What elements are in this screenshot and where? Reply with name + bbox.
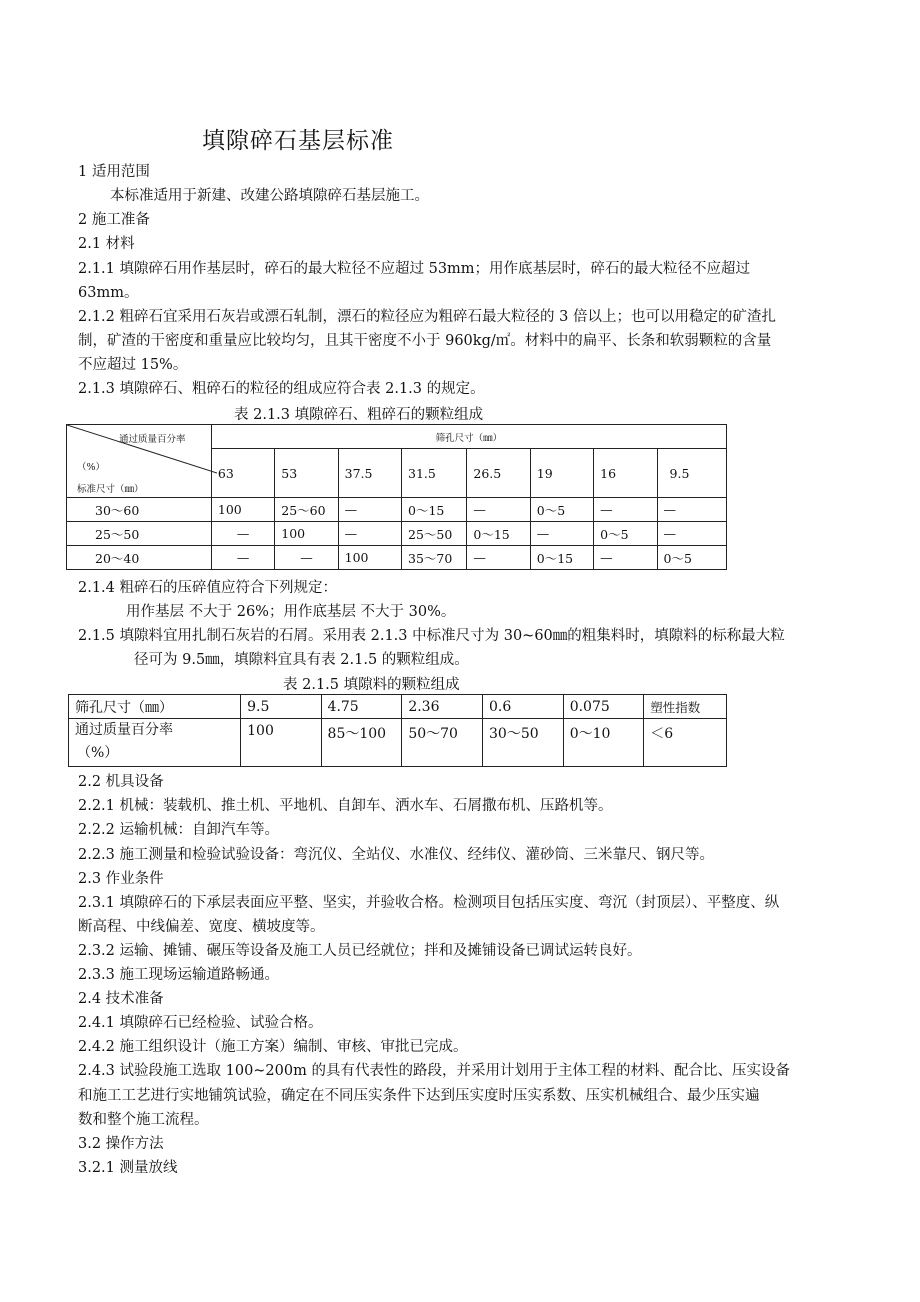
table-cell: 50～70 — [402, 719, 483, 767]
para-2-3-1-line2: 断高程、中线偏差、宽度、横坡度等。 — [78, 919, 325, 935]
para-2-3-2: 2.3.2 运输、摊铺、碾压等设备及施工人员已经就位；拌和及摊铺设备已调试运转良好。 — [78, 943, 642, 959]
table-cell: 0～15 — [467, 522, 530, 546]
section-3-2-heading: 3.2 操作方法 — [78, 1136, 164, 1152]
size-col-header: 4.75 — [321, 695, 402, 719]
size-col-header: 0.075 — [563, 695, 644, 719]
para-2-2-2: 2.2.2 运输机械：自卸汽车等。 — [78, 822, 280, 838]
corner-top-label: 通过质量百分率 — [119, 434, 186, 445]
para-2-4-3-line3: 数和整个施工流程。 — [78, 1112, 209, 1128]
table-row — [67, 522, 727, 546]
size-col-header: 9.5 — [657, 449, 726, 498]
para-2-1-3: 2.1.3 填隙碎石、粗碎石的粒径的组成应符合表 2.1.3 的规定。 — [78, 381, 485, 397]
plastic-index-header: 塑性指数 — [644, 695, 727, 719]
para-2-2-3: 2.2.3 施工测量和检验试验设备：弯沉仪、全站仪、水准仪、经纬仪、灌砂筒、三米靠尺、钢尺等。 — [78, 847, 714, 863]
table-cell: — — [467, 546, 530, 570]
table-cell: 0～15 — [402, 498, 467, 522]
table-cell: — — [211, 546, 274, 570]
size-col-header: 37.5 — [338, 449, 401, 498]
para-2-1-2-line1: 2.1.2 粗碎石宜采用石灰岩或漂石轧制，漂石的粒径应为粗碎石最大粒径的 3 倍以上；也可以用稳定的矿渣扎 — [78, 309, 776, 325]
para-2-1-2-line3: 不应超过 15%。 — [78, 357, 188, 373]
section-1-body: 本标准适用于新建、改建公路填隙碎石基层施工。 — [110, 188, 429, 204]
para-2-4-2: 2.4.2 施工组织设计（施工方案）编制、审核、审批已完成。 — [78, 1039, 468, 1055]
sieve-label-cell: 筛孔尺寸（㎜） — [69, 695, 241, 719]
size-col-header: 63 — [211, 449, 274, 498]
table-2-1-3 — [66, 424, 727, 570]
row-label: 25～50 — [67, 522, 212, 546]
para-2-3-3: 2.3.3 施工现场运输道路畅通。 — [78, 967, 280, 983]
table-cell: 0～5 — [594, 522, 657, 546]
section-1-heading: 1 适用范围 — [78, 164, 150, 180]
table-cell: 0～10 — [563, 719, 644, 767]
row-label: 20～40 — [67, 546, 212, 570]
table-cell: — — [657, 498, 726, 522]
table-cell: — — [338, 498, 401, 522]
para-2-1-1-line2: 63mm。 — [78, 285, 139, 301]
table-cell: 85～100 — [321, 719, 402, 767]
passing-label-line2: （%） — [77, 745, 119, 761]
size-col-header: 53 — [275, 449, 338, 498]
size-col-header: 16 — [594, 449, 657, 498]
size-col-header: 9.5 — [241, 695, 321, 719]
corner-bottom-label: 标准尺寸（㎜） — [77, 484, 144, 495]
table-cell: 0～5 — [530, 498, 593, 522]
table-cell: — — [338, 522, 401, 546]
table-cell: — — [275, 546, 338, 570]
table-2-1-5 — [68, 694, 727, 767]
table-cell: 100 — [241, 719, 321, 767]
table-cell: — — [467, 498, 530, 522]
size-col-header: 0.6 — [483, 695, 564, 719]
table-cell: 0～15 — [530, 546, 593, 570]
para-2-1-4: 2.1.4 粗碎石的压碎值应符合下列规定： — [78, 580, 338, 596]
table-cell: 35～70 — [402, 546, 467, 570]
para-2-1-2-line2: 制，矿渣的干密度和重量应比较均匀，且其干密度不小于 960kg/㎡。材料中的扁平、长条和软弱颗粒的含量 — [78, 333, 772, 349]
table-cell: 100 — [275, 522, 338, 546]
size-col-header: 26.5 — [467, 449, 530, 498]
table-2-1-5-caption: 表 2.1.5 填隙料的颗粒组成 — [283, 677, 460, 693]
table-cell: — — [594, 546, 657, 570]
table-cell: — — [530, 522, 593, 546]
para-2-1-5-line2: 径可为 9.5㎜，填隙料宜具有表 2.1.5 的颗粒组成。 — [134, 652, 469, 668]
para-2-1-1-line1: 2.1.1 填隙碎石用作基层时，碎石的最大粒径不应超过 53mm；用作底基层时，碎石的最大粒径不应超过 — [78, 261, 751, 277]
section-2-heading: 2 施工准备 — [78, 212, 150, 228]
plastic-index-value: ＜6 — [644, 719, 727, 767]
passing-label-line1: 通过质量百分率 — [75, 722, 173, 738]
table-cell: 30～50 — [483, 719, 564, 767]
corner-mid-label: （%） — [77, 462, 106, 473]
para-2-4-3-line2: 和施工工艺进行实地铺筑试验，确定在不同压实条件下达到压实度时压实系数、压实机械组合、最少压实遍 — [78, 1088, 760, 1104]
para-2-4-1: 2.4.1 填隙碎石已经检验、试验合格。 — [78, 1015, 323, 1031]
para-2-3-1-line1: 2.3.1 填隙碎石的下承层表面应平整、坚实，并验收合格。检测项目包括压实度、弯沉（封顶层）、平整度、纵 — [78, 895, 780, 911]
para-2-1-4-body: 用作基层 不大于 26%；用作底基层 不大于 30%。 — [126, 604, 456, 620]
para-2-2-1: 2.2.1 机械：装载机、推土机、平地机、自卸车、洒水车、石屑撒布机、压路机等。 — [78, 798, 613, 814]
size-col-header: 2.36 — [402, 695, 483, 719]
passing-label-cell — [69, 719, 241, 767]
para-3-2-1: 3.2.1 测量放线 — [78, 1160, 178, 1176]
section-2-3-heading: 2.3 作业条件 — [78, 871, 164, 887]
table-cell: 100 — [211, 498, 274, 522]
page-title: 填隙碎石基层标准 — [202, 128, 394, 154]
table-cell: — — [594, 498, 657, 522]
size-col-header: 19 — [530, 449, 593, 498]
para-2-1-5-line1: 2.1.5 填隙料宜用扎制石灰岩的石屑。采用表 2.1.3 中标准尺寸为 30~60㎜的粗集料时，填隙料的标称最大粒 — [78, 628, 785, 644]
table-cell: — — [657, 522, 726, 546]
table-cell: 100 — [338, 546, 401, 570]
section-2-2-heading: 2.2 机具设备 — [78, 774, 164, 790]
size-col-header: 31.5 — [402, 449, 467, 498]
table-corner-cell — [67, 425, 212, 498]
row-label: 30～60 — [67, 498, 212, 522]
table-cell: 25～50 — [402, 522, 467, 546]
table-row — [67, 546, 727, 570]
table-row — [67, 498, 727, 522]
table-2-1-3-caption: 表 2.1.3 填隙碎石、粗碎石的颗粒组成 — [234, 407, 484, 423]
sieve-size-header: 筛孔尺寸（㎜） — [211, 425, 726, 449]
table-cell: 0～5 — [657, 546, 726, 570]
para-2-4-3-line1: 2.4.3 试验段施工选取 100~200m 的具有代表性的路段，并采用计划用于主体工程的材料、配合比、压实设备 — [78, 1063, 790, 1079]
section-2-4-heading: 2.4 技术准备 — [78, 991, 164, 1007]
table-cell: 25～60 — [275, 498, 338, 522]
table-cell: — — [211, 522, 274, 546]
section-2-1-heading: 2.1 材料 — [78, 236, 135, 252]
